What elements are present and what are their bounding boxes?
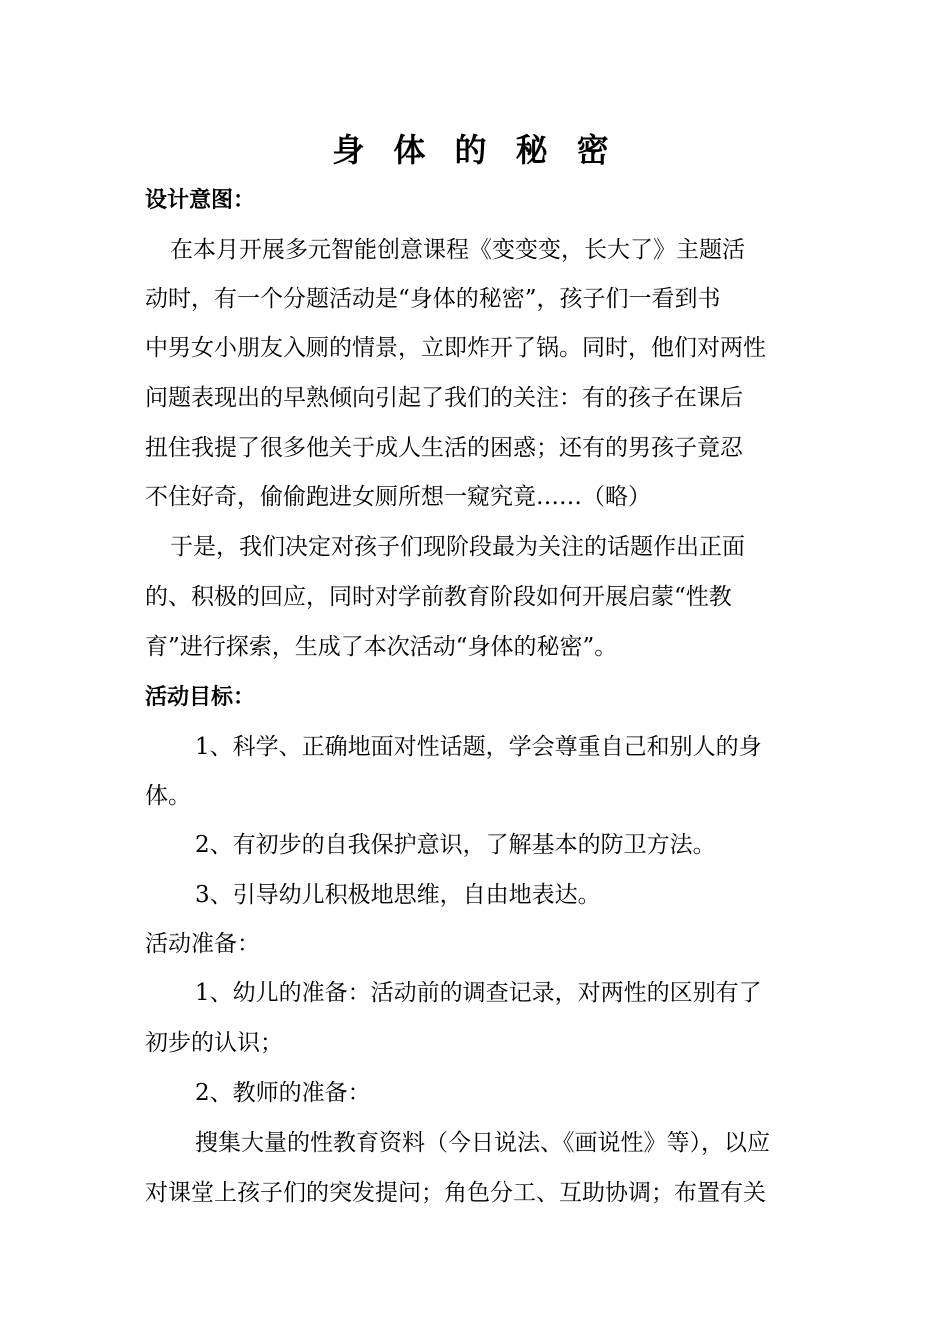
paragraph-line: 搜集大量的性教育资料（今日说法、《画说性》等），以应 bbox=[195, 1130, 770, 1156]
goal-item: 2、有初步的自我保护意识，了解基本的防卫方法。 bbox=[195, 832, 716, 858]
paragraph-line: 对课堂上孩子们的突发提问；角色分工、互助协调；布置有关 bbox=[145, 1180, 766, 1206]
goal-item: 3、引导幼儿积极地思维，自由地表达。 bbox=[195, 882, 601, 908]
heading-design-intent: 设计意图： bbox=[145, 188, 256, 213]
prep-item-continued: 初步的认识； bbox=[145, 1030, 283, 1056]
heading-activity-goals: 活动目标： bbox=[145, 685, 256, 710]
paragraph-line: 扭住我提了很多他关于成人生活的困惑；还有的男孩子竟忍 bbox=[145, 435, 743, 461]
prep-item: 2、教师的准备： bbox=[195, 1080, 371, 1106]
paragraph-line: 中男女小朋友入厕的情景，立即炸开了锅。同时，他们对两性 bbox=[145, 335, 766, 361]
paragraph-line: 不住好奇，偷偷跑进女厕所想一窥究竟……（略） bbox=[145, 484, 651, 510]
paragraph-line: 问题表现出的早熟倾向引起了我们的关注：有的孩子在课后 bbox=[145, 385, 743, 411]
paragraph-line: 育”进行探索，生成了本次活动“身体的秘密”。 bbox=[145, 634, 618, 660]
paragraph-line: 在本月开展多元智能创意课程《变变变，长大了》主题活 bbox=[170, 237, 745, 263]
paragraph-line: 的、积极的回应，同时对学前教育阶段如何开展启蒙“性教 bbox=[145, 584, 732, 610]
goal-item: 1、科学、正确地面对性话题，学会尊重自己和别人的身 bbox=[195, 734, 762, 760]
page-title: 身 体 的 秘 密 bbox=[332, 131, 618, 169]
heading-activity-preparation: 活动准备： bbox=[145, 931, 260, 957]
paragraph-line: 于是，我们决定对孩子们现阶段最为关注的话题作出正面 bbox=[170, 534, 745, 560]
paragraph-line: 动时，有一个分题活动是“身体的秘密”，孩子们一看到书 bbox=[145, 286, 721, 312]
prep-item: 1、幼儿的准备：活动前的调查记录，对两性的区别有了 bbox=[195, 980, 762, 1006]
goal-item-continued: 体。 bbox=[145, 783, 191, 809]
